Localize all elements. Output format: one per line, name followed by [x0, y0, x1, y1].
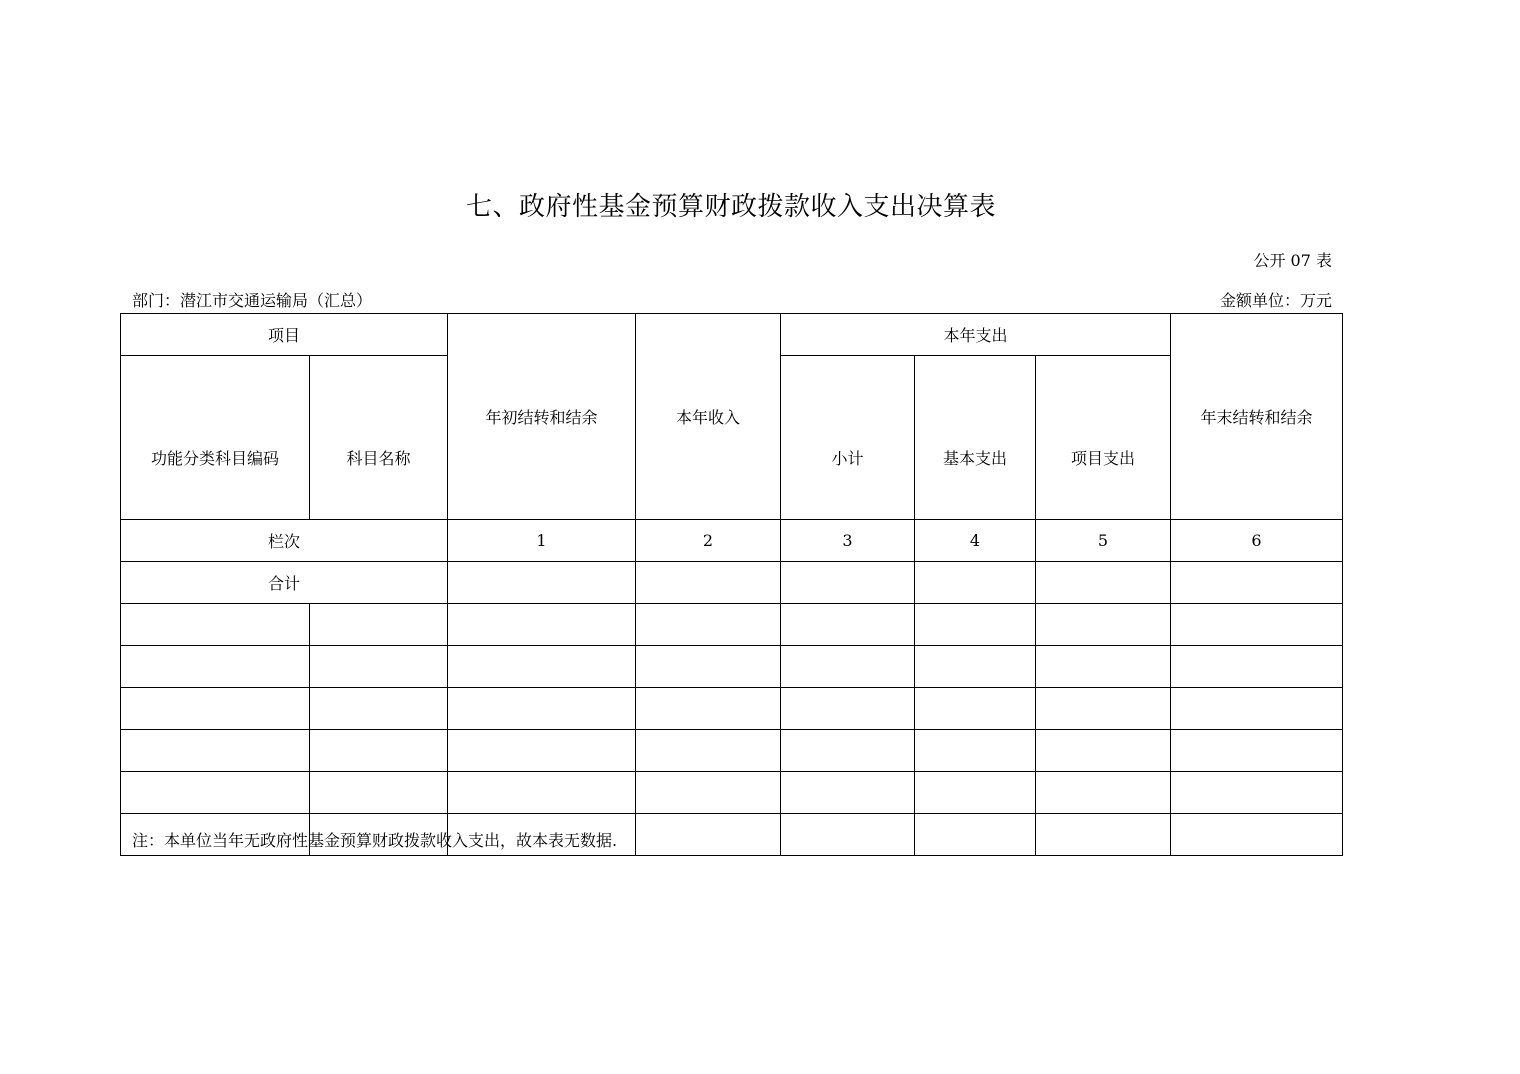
- table-cell: [1171, 646, 1343, 688]
- budget-table: [120, 313, 1343, 856]
- table-cell: [1036, 730, 1171, 772]
- table-cell: [915, 646, 1036, 688]
- table-cell: [448, 688, 636, 730]
- table-cell: [781, 562, 915, 604]
- footnote: 注：本单位当年无政府性基金预算财政拨款收入支出，故本表无数据.: [132, 831, 618, 850]
- table-cell: [636, 814, 781, 856]
- table-cell: [448, 562, 636, 604]
- table-row: [121, 772, 1343, 814]
- table-cell: [1036, 814, 1171, 856]
- table-cell: [310, 730, 448, 772]
- table-cell: [781, 688, 915, 730]
- table-cell: [781, 772, 915, 814]
- table-cell: [1036, 562, 1171, 604]
- column-number: 6: [1171, 520, 1343, 562]
- table-cell: [1171, 772, 1343, 814]
- table-cell: [310, 688, 448, 730]
- header-code: 功能分类科目编码: [121, 356, 310, 520]
- table-cell: [121, 730, 310, 772]
- total-label: 合计: [121, 562, 448, 604]
- table-row: [121, 730, 1343, 772]
- table-cell: [310, 646, 448, 688]
- department-label: 部门：潜江市交通运输局（汇总）: [132, 291, 373, 310]
- table-cell: [1036, 688, 1171, 730]
- table-row: [121, 646, 1343, 688]
- table-cell: [121, 688, 310, 730]
- table-cell: [915, 562, 1036, 604]
- report-title: 七、政府性基金预算财政拨款收入支出决算表: [465, 192, 996, 222]
- table-row: [121, 688, 1343, 730]
- header-expense: 本年支出: [781, 314, 1171, 356]
- header-project-expense: 项目支出: [1036, 356, 1171, 520]
- column-number-row: [121, 520, 1343, 562]
- amount-unit-label: 金额单位：万元: [1219, 291, 1332, 310]
- table-cell: [636, 646, 781, 688]
- header-subtotal: 小计: [781, 356, 915, 520]
- table-cell: [636, 562, 781, 604]
- table-cell: [1036, 772, 1171, 814]
- table-cell: [121, 772, 310, 814]
- table-cell: [1171, 730, 1343, 772]
- column-number: 4: [915, 520, 1036, 562]
- table-cell: [1171, 604, 1343, 646]
- header-project: 项目: [121, 314, 448, 356]
- table-cell: [1036, 646, 1171, 688]
- table-cell: [448, 604, 636, 646]
- table-cell: [781, 730, 915, 772]
- table-cell: [915, 688, 1036, 730]
- column-number: 1: [448, 520, 636, 562]
- header-income: 本年收入: [636, 314, 781, 520]
- column-number-label: 栏次: [121, 520, 448, 562]
- table-cell: [915, 604, 1036, 646]
- table-cell: [310, 604, 448, 646]
- table-cell: [915, 814, 1036, 856]
- header-basic: 基本支出: [915, 356, 1036, 520]
- table-cell: [1036, 604, 1171, 646]
- table-cell: [915, 730, 1036, 772]
- table-cell: [636, 730, 781, 772]
- table-cell: [1171, 688, 1343, 730]
- table-cell: [448, 730, 636, 772]
- table-cell: [310, 772, 448, 814]
- column-number: 2: [636, 520, 781, 562]
- column-number: 3: [781, 520, 915, 562]
- table-cell: [448, 646, 636, 688]
- column-number: 5: [1036, 520, 1171, 562]
- header-row-1: [121, 314, 1343, 356]
- table-cell: [781, 646, 915, 688]
- table-cell: [1171, 814, 1343, 856]
- table-row: [121, 604, 1343, 646]
- table-cell: [1171, 562, 1343, 604]
- table-cell: [781, 814, 915, 856]
- table-cell: [448, 772, 636, 814]
- header-begin-balance: 年初结转和结余: [448, 314, 636, 520]
- total-row: [121, 562, 1343, 604]
- table-cell: [915, 772, 1036, 814]
- table-cell: [121, 646, 310, 688]
- table-cell: [636, 604, 781, 646]
- table-cell: [121, 604, 310, 646]
- form-number: 公开 07 表: [1253, 251, 1332, 270]
- table-cell: [636, 688, 781, 730]
- header-name: 科目名称: [310, 356, 448, 520]
- table-cell: [636, 772, 781, 814]
- header-end-balance: 年末结转和结余: [1171, 314, 1343, 520]
- table-cell: [781, 604, 915, 646]
